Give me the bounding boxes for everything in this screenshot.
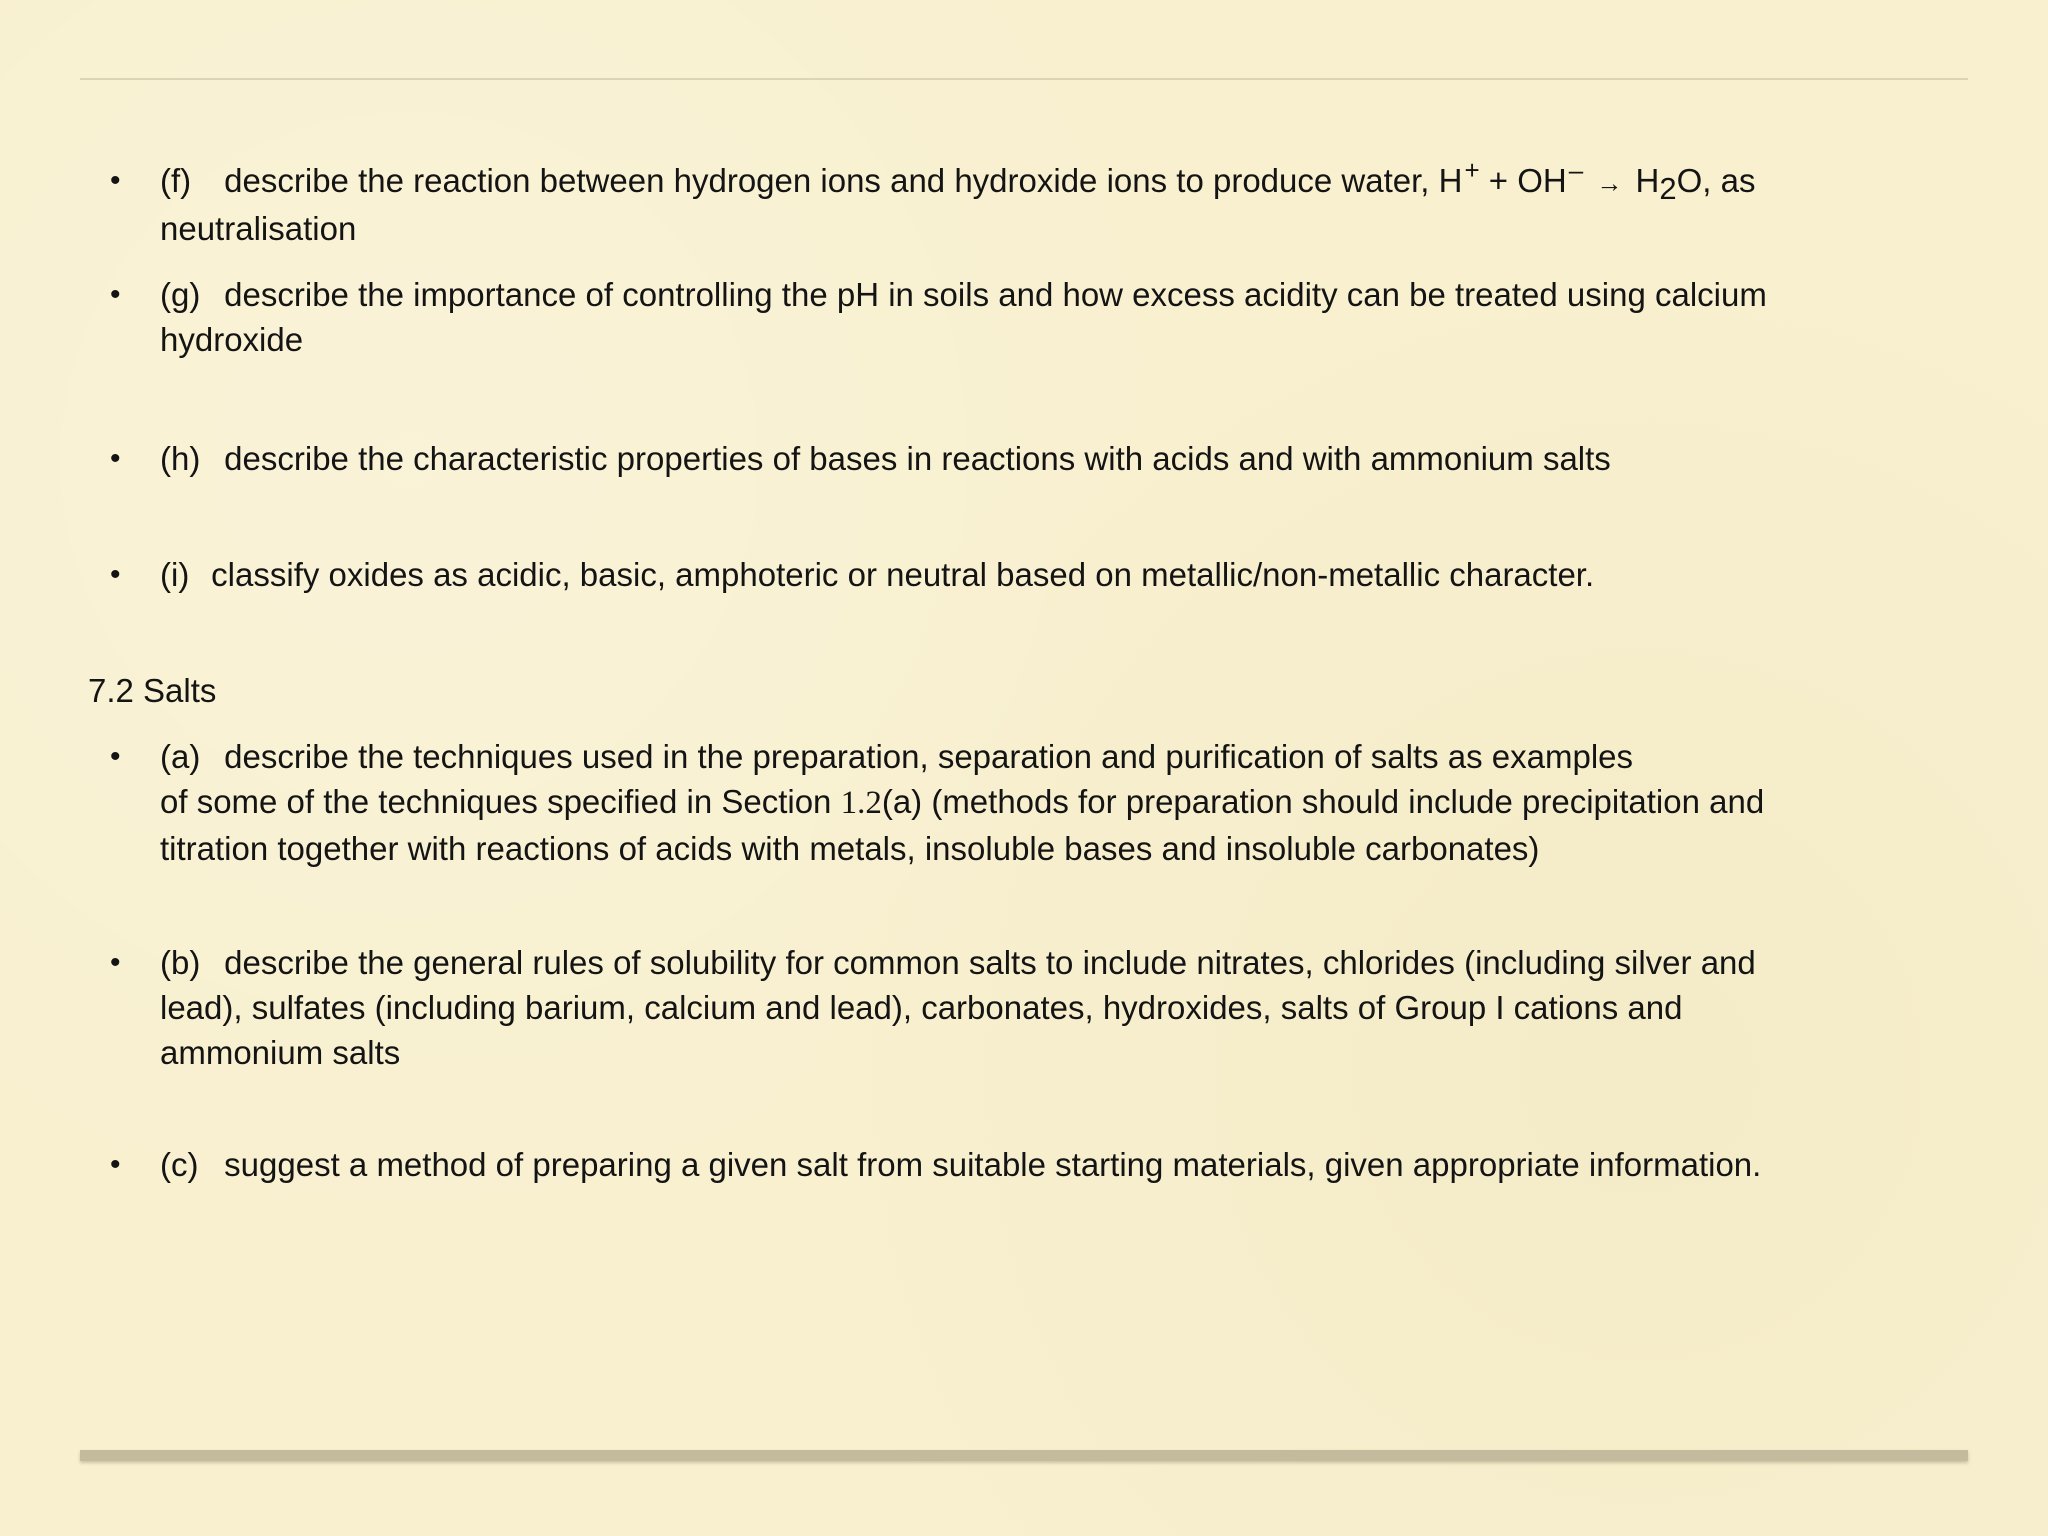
item-i-body: classify oxides as acidic, basic, amphoteric or neutral based on metallic/non-metallic character.	[211, 556, 1595, 593]
item-b-label: (b)	[160, 944, 201, 981]
item-g-label: (g)	[160, 276, 201, 313]
item-g-line1: describe the importance of controlling the pH in soils and how excess acidity can be treated using calcium	[224, 276, 1767, 313]
item-a-line2-start: of some of the techniques specified in Section	[160, 783, 841, 820]
h-plus-superscript: +	[1464, 155, 1480, 185]
item-c-label: (c)	[160, 1146, 199, 1183]
item-b-text	[160, 940, 2020, 1075]
oh-text: + OH	[1479, 162, 1567, 199]
item-f-body: describe the reaction between hydrogen ions and hydroxide ions to produce water, H	[224, 162, 1463, 199]
section-reference: 1.2	[840, 785, 882, 821]
item-a-line3: titration together with reactions of acids with metals, insoluble bases and insoluble carbonates)	[160, 830, 1540, 867]
item-i-text	[160, 552, 2020, 597]
top-divider	[80, 78, 1968, 80]
bullet-icon: •	[110, 442, 121, 475]
oh-minus-superscript: –	[1568, 155, 1584, 185]
reaction-arrow-icon: →	[1596, 168, 1623, 198]
item-c-text	[160, 1142, 2020, 1187]
bullet-icon: •	[110, 946, 121, 979]
item-c-body: suggest a method of preparing a given salt from suitable starting materials, given appropriate information.	[224, 1146, 1762, 1183]
item-h-body: describe the characteristic properties of bases in reactions with acids and with ammonium salts	[224, 440, 1611, 477]
item-g-text	[160, 272, 2020, 362]
bottom-divider	[80, 1450, 1968, 1461]
item-i-label: (i)	[160, 556, 190, 593]
item-a-line2-end: (a) (methods for preparation should include precipitation and	[881, 783, 1765, 820]
water-o: O, as	[1676, 162, 1756, 199]
item-a-line1: describe the techniques used in the preparation, separation and purification of salts as examples	[224, 738, 1634, 775]
item-f-continuation: neutralisation	[160, 210, 357, 247]
item-g-line2: hydroxide	[160, 321, 304, 358]
item-b-line1: describe the general rules of solubility for common salts to include nitrates, chlorides (including silver and	[224, 944, 1756, 981]
item-f-text	[160, 155, 2020, 251]
bullet-icon: •	[110, 1148, 121, 1181]
section-heading-salts: 7.2 Salts	[88, 672, 217, 709]
water-h: H	[1626, 162, 1660, 199]
bullet-icon: •	[110, 164, 121, 197]
item-b-line2: lead), sulfates (including barium, calcium and lead), carbonates, hydroxides, salts of Group I cations and	[160, 989, 1683, 1026]
bullet-icon: •	[110, 558, 121, 591]
water-subscript: 2	[1659, 171, 1677, 206]
item-a-text	[160, 734, 2020, 871]
bullet-icon: •	[110, 278, 121, 311]
item-a-label: (a)	[160, 738, 201, 775]
item-h-text	[160, 436, 2020, 481]
item-f-label: (f)	[160, 162, 192, 199]
bullet-icon: •	[110, 740, 121, 773]
item-b-line3: ammonium salts	[160, 1034, 401, 1071]
item-h-label: (h)	[160, 440, 201, 477]
